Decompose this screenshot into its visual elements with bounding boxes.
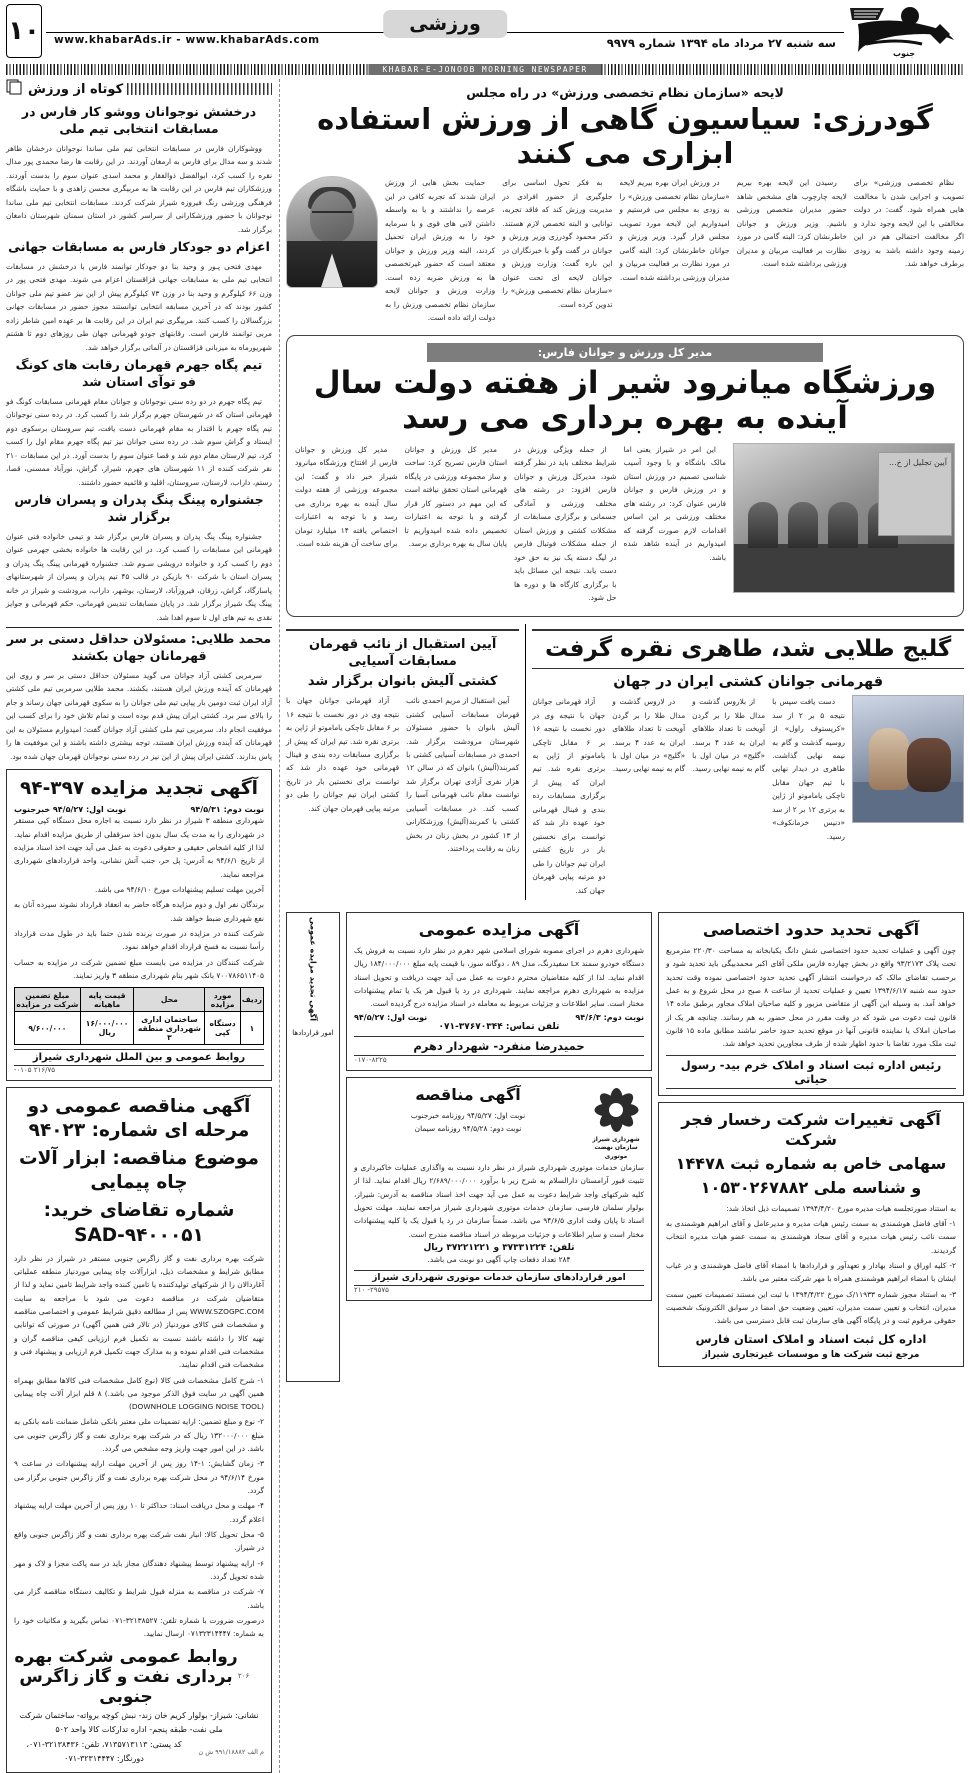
- article-column: [772, 695, 845, 900]
- paragraph: شهرداری منطقه ۳ شیراز در نظر دارد نسبت به اجاره محل دستگاه کپی مستقر در شهرداری را به مدت یک سال بدون اخذ سرقفلی از طریق مزایده اقدام نماید. لذا از کلیه اشخاص حقیقی و حقوقی دعوت به عمل می آید جهت اخذ اسناد مزایده از تاریخ ۹۴/۶/۱ به آدرس: پل حر، جنب آتش نشانی، واحد قراردادهای شهرداری مراجعه نمایند.: [14, 816, 264, 879]
- ad-title: آگهی مزایده عمومی: [418, 920, 580, 940]
- sidebar-section-header: [6, 79, 272, 99]
- paragraph: آزاد قهرمانی جوانان جهان با نتیجه وی در دور نخست با نتیجه ۱۶ بر ۶ مقابل تاچکی یاماموتو از ژاپن به برتری نقره شد. تیم ایران که پیش از برگزاری مسابقات رده بندی و فینال قهرمانی خود عهده دار شد که توانست برای نخستین بار در تاریخ کشتی ایران تیم جوانان را طی دو مرتبه پیاپی قهرمان جهان کند.: [285, 696, 400, 813]
- tender-item: ۵- محل تحویل کالا: انبار نفت شرکت بهره برداری نفت و گاز زاگرس جنوبی واقع در شیراز.: [14, 1530, 264, 1553]
- paragraph: آزاد قهرمانی جوانان جهان با نتیجه وی در دور نخست با نتیجه ۱۶ بر ۶ مقابل تاچکی یاماموتو از ژاپن به برتری نقره شد. تیم ایران که پیش از برگزاری مسابقات رده بندی و فینال قهرمانی خود عهده دار شد که توانست برای نخستین بار در تاریخ کشتی ایران تیم جوانان را طی دو مرتبه پیاپی قهرمان جهان کند.: [532, 697, 606, 895]
- tender-reference-bottom: م الف ۹۹۱/۱۸۸۸۲ ش ن: [198, 1747, 264, 1756]
- tender-item: ۴- مهلت و محل دریافت اسناد: حداکثر تا ۱۰ روز پس از آخرین مهلت ارایه پیشنهاد اعلام گردد.: [14, 1501, 265, 1524]
- article-column: [532, 695, 605, 900]
- ad-signature: روابط عمومی و بین الملل شهرداری شیراز: [14, 1049, 264, 1066]
- paragraph: سرمربی کشتی آزاد جوانان می گوید مسئولان حداقل دستی بر سر و روی این قهرمانان که آینده ورزش ایران هستند، بکشند. محمد طلایی سرمربی تیم ملی کشتی آزاد ایران ثبت دومین بار پیاپی تیم ملی جوانان را به سکوی قهرمانی جهان رساند و جام را بالای سر برد. کشتی ایران پیش قدم بوده است و تمام تلاش خود را برای کسب این موفقیت انجام داد. سرمربی تیم ملی کشتی آزاد جوانان گفت: امیدوارم مسئولان به این قهرمانان که آینده ورزش ایران هستند، توجه بیشتری داشته باشند و این موفقیت ها را پاس بدارند. کشتی ایران پیش از این نیز در رده سنی نوجوانان قهرمان جهان شده بود.: [6, 671, 272, 761]
- ad-column-a: [658, 906, 964, 1367]
- cell-location: ساختمان اداری شهرداری منطقه ۳: [134, 1012, 205, 1045]
- newspaper-english-name: KHABAR-E-JONOOB MORNING NEWSPAPER: [368, 64, 601, 75]
- paragraph: شرکت بهره برداری نفت و گاز زاگرس جنوبی مستقر در شیراز در نظر دارد مطابق شرایط و مشخصات ذیل، ابزارآلات چاه پیمایی موردنیاز منطقه عملیاتی آغاردالان را از شرکتهای تولیدکننده یا تامین کننده واجد شرایط تامین نماید و لذا از متقاضیان شرکت در مناقصه دعوت می شود با مراجعه به سایت WWW.SZOGPC.COM پس از مطالعه دقیق شرایط عمومی و اختصاصی مناقصه و مشخصات فنی کالای موردنیاز (در تالار فنی همین آگهی) در صورتی که توانایی تهیه کالا را داشته باشند نسبت به تکمیل فرم ارزیابی کیفی مناقصه گران و مشخصات فنی اقدام نموده و به مدارک جهت تکمیل فرم ارزیابی و پیشنهاد فنی و مشخصات فنی اقدام نمایند.: [14, 1253, 264, 1370]
- flower-emblem-icon: [590, 1084, 642, 1136]
- official-portrait-photo: [286, 176, 378, 288]
- article-column: [514, 443, 617, 608]
- divider: [532, 629, 964, 631]
- ad-auction-sliver[interactable]: [286, 912, 340, 1382]
- sidebar-section-title: کوتاه از ورزش: [28, 81, 124, 97]
- paragraph: شهرداری دهرم در اجرای مصوبه شورای اسلامی شهر دهرم در نظر دارد نسبت به فروش یک دستگاه خودرو سمند Lx سفیدرنگ، مدل ۸۹ ، دوگانه سوز، با قیمت پایه مبلغ ۱۸۴/۰۰۰/۰۰۰ ریال اقدام نماید. لذا از کلیه متقاضیان محترم دعوت به عمل می آید جهت دریافت و تحویل اسناد مزایده به شهرداری دهرم مراجعه نمایند. شهرداری در رد یا قبول هر یک یا تمام پیشنهادات مختار است. سایر اطلاعات و جزئیات مربوط به معامله در اسناد مزایده درج گردیده است.: [354, 946, 644, 1009]
- tender-reference-left: ۲۰۶: [238, 1671, 250, 1680]
- col-base-price: قیمت پایه ماهیانه: [80, 988, 134, 1012]
- photo-detail: [869, 728, 909, 790]
- tender-contact[interactable]: درصورت ضرورت با شماره تلفن: ۳۲۱۳۸۵۲۷-۰۷۱ تماس بگیرید و مکاتبات خود را به شماره: ۰۷۱۳۲۳۱۴۴۴۷ ارسال نمایید.: [14, 1616, 264, 1639]
- photo-detail: [734, 544, 954, 592]
- stacked-pages-icon: [6, 79, 24, 99]
- ad-title: آگهی تجدید مزایده ۳۹۷-۹۴: [20, 778, 258, 800]
- top-story-headline: گودرزی: سیاسیون گاهی از ورزش استفاده ابزاری می کنند: [317, 102, 933, 171]
- article-column: [286, 694, 399, 859]
- paragraph: ووشوکاران فارس در مسابقات انتخابی تیم ملی ساندا نوجوانان درخشان ظاهر شدند و سه مدال برای فارس به ارمغان آوردند. در این رقابت ها رضا محمدی پور مدال نقره را کسب کرد، ابوالفضل ذوالفقار و محمد اسدی عنوان سوم را بدست آوردند. ورزشکاران تیم فارس در این رقابت ها به مربیگری محسن زاهدی و با حمایت باشگاه فرهنگی ورزشی رنگ فیروزه شیراز شرکت کردند. مسابقات انتخابی تیم ملی ساندا نوجوانان با حضور ورزشکارانی از سراسر کشور در استان سمنان شهرستان دامغان برگزار شد.: [6, 143, 272, 234]
- photo-detail: [853, 782, 963, 822]
- tender-postal: کد پستی: ۷۱۳۵۷۱۳۱۱۳، تلفن: ۳۲۱۳۸۴۳۶-۰۷۱، دورنگار: ۳۲۳۱۴۴۴۷-۰۷۱: [26, 1739, 182, 1763]
- section-badge: ورزشی: [383, 10, 507, 38]
- paragraph: به فکر تحول اساسی برای جلوگیری از حضور افرادی در مدیریت ورزش کند که فاقد تجربه، توانایی و البته تخصص لازم هستند. دکتر محمود گودرزی وزیر ورزش و جوانان در گفت وگو با خبرنگاران در این باره گفت: وزارت ورزش و جوانان لایحه ای تحت عنوان «سازمان نظام تخصصی ورزش» را تدوین کرده است.: [502, 178, 613, 309]
- ad-tender-94023[interactable]: [6, 1087, 272, 1773]
- paragraph: ۳- به استناد مجوز شماره ۱۱۹۳۳/ک مورخ ۱۳۹۴/۴/۲۲ با ثبت این مستند تصمیمات تعیین سمت مدیران، انتخاب و تعیین سمت مدیران، تعیین وضعیت حق امضا در سوابق الکترونیک شخصیت حقوقی مرقوم ثبت و در پایگاه آگهی های سازمان ثبت قابل دسترسی می باشد.: [666, 1289, 956, 1326]
- dateline: سه شنبه ۲۷ مرداد ماه ۱۳۹۴ شماره ۹۹۷۹: [603, 36, 840, 50]
- table-row: [15, 1012, 264, 1045]
- masthead: [6, 4, 964, 62]
- logo-calligraphy-icon: [844, 4, 964, 62]
- wrestling-photo: [852, 695, 964, 823]
- ad-signature: حمیدرضا منفرد- شهردار دهرم: [354, 1036, 644, 1056]
- page-body: [6, 79, 964, 1773]
- ad-body: [666, 1202, 956, 1328]
- photo-detail: [788, 502, 818, 548]
- ad-date-second: نوبت دوم: ۹۴/۶/۳: [575, 1012, 644, 1022]
- paragraph: تیم پگاه جهرم در دو رده سنی نوجوانان و جوانان مقام قهرمانی مسابقات کونگ فو قهرمانی استان که در شهرستان جهرم برگزار شد را کسب کرد. در رده سنی نوجوانان تیم پگاه جهرم با اقتدار به مقام قهرمانی دست یافت، تیم سروستان برسکوی دوم ایستاد و گراش سوم شد. در رده سنی جوانان نیز تیم پگاه جهرم مقام اول را کسب کرد، تیم لارستان مقام دوم شد و قصا عنوان سوم را بدست آورد. در این مسابقات ۲۱۰ نفر شرکت کننده از ۱۱ شهرستان های جهرم، شیراز، گراش، نورآباد ممسنی، قصا، رستم، داراب، لارستان، سروستان، اقلید و قائمیه حضور داشتند.: [6, 396, 272, 487]
- sidebar-item-body: [6, 530, 272, 624]
- alish-headline-line1: آیین استقبال از نائب قهرمان مسابقات آسیایی: [308, 636, 497, 670]
- sidebar-item-title: اعزام دو جودکار فارس به مسابقات جهانی: [8, 239, 270, 255]
- second-story-tag: مدیر کل ورزش و جوانان فارس:: [427, 343, 823, 362]
- alish-headline-line2: کشتی آلیش بانوان برگزار شد: [307, 673, 498, 689]
- paragraph: حمایت بخش هایی از ورزش ایران شدند که تجربه کافی در این عرصه را نداشتند و یا به واسطه داشتن لابی های قوی و با سرمایه خود را به ورزش ایران تحمیل کردند، البته وزیر ورزش و جوانان معتقد است که حضور غیرتخصصی ها به ورزش ضربه زده است. وزارت ورزش و جوانان لایحه سازمان نظام تخصصی ورزش را به دولت ارائه داده است.: [384, 178, 496, 323]
- ad-reference: ۲۹۵۷۵- ۲۱۰: [354, 1286, 389, 1295]
- ad-title-line2: سهامی خاص به شماره ثبت ۱۴۴۷۸: [675, 1153, 947, 1173]
- ad-title: آگهی تحدید حدود اختصاصی: [702, 920, 920, 940]
- sidebar-item-2[interactable]: [6, 357, 272, 489]
- top-story-columns: [286, 176, 964, 327]
- tender-item: ۲- نوع و مبلغ تضمین: ارایه تضمینات ملی معتبر بانکی شامل ضمانت نامه بانکی به مبلغ ۱۳۲۰۰۰/۰۰۰ ریال که در شرکت بهره برداری نفت و گاز زاگرس جنوبی می باشد. در این امور جهت واریز وجه مشخص می گردد.: [14, 1417, 265, 1454]
- barcode-strip: [6, 64, 964, 75]
- hatch-decor: [127, 83, 272, 95]
- website-urls[interactable]: www.khabarAds.ir - www.khabarAds.com: [50, 34, 324, 46]
- paragraph: مهدی فتحی پـور و وحید بنا دو جودکار توانمند فارس با درخشش در مسابقات انتخابی تیم ملی به مسابقات جهانی قزاقستان اعزام می شوند. مهدی فتحی پور در وزن ۶۶ کیلوگرم و وحید بنا در وزن ۷۳ کیلوگرم پیش از این نیز عضو تیم ملی جوانان کشور بودند که در آخرین مسابقه انتخابی توانستند مجوز حضور در مسابقات جهانی بزرگسالان را کسب کنند. مربیگری تیم ایران در این رقابت ها بر عهده امین شاطر زاده مربی توانمند فارس است. رقابتهای جودو قهرمانی جهان طی روزهای دوم تا هشتم شهریورماه به میزبانی قزاقستان در آلماتی برگزار خواهد شد.: [6, 261, 272, 352]
- table-header-row: [15, 988, 264, 1012]
- bullet: شرکت کننده در مزایده در صورت برنده شدن حتما باید در طول مدت قرارداد رأسا نسبت به فسخ قرارداد اقدام خواهد نمود.: [14, 928, 264, 952]
- tender-title-line3: شماره تقاضای خرید: ۹۴۰۰۰۵۱-SAD: [43, 1200, 235, 1246]
- ad-date-first: نوبت اول: ۹۴/۵/۲۷ خبرجنوب: [14, 805, 127, 815]
- paragraph: مدیر کل ورزش و جوانان استان فارس تصریح کرد: ساخت و ساز مجموعه ورزشی در پایگاه قهرمانی استان تحقق نیافته است که این مهم در دستور کار قرار گرفته و با توجه به اعتبارات تخصیص داده شده امیدواریم تا پایان سال به بهره برداری برسد.: [404, 444, 507, 549]
- logo-caption-1: شهرداری شیراز: [592, 1135, 640, 1143]
- sidebar-item-0[interactable]: [6, 104, 272, 236]
- ad-column-c: [286, 906, 340, 1382]
- article-column: [295, 443, 398, 608]
- ad-dates: [354, 1013, 644, 1022]
- bullet: برندگان نفر اول و دوم مزایده هرگاه حاضر به انعقاد قرارداد نشوند سپرده آنان به نفع شهرداری ضبط خواهد شد.: [14, 900, 264, 923]
- tender-address: نشانی: شیراز- بولوار کریم خان زند- نبش کوچه برواته- ساختمان شرکت ملی نفت- طبقه پنجم- اداره تدارکات کالا واحد ۵۰۲: [19, 1710, 259, 1735]
- ad-body: [666, 944, 956, 1051]
- main-content: [286, 79, 964, 1773]
- auction-table: [14, 987, 264, 1045]
- cell-auction-item: دستگاه کپی: [205, 1012, 240, 1045]
- article-column: [612, 695, 685, 900]
- ad-signature: امور قراردادها: [292, 1029, 334, 1038]
- col-deposit: مبلغ تضمین شرکت در مزایده: [15, 988, 81, 1012]
- article-column: [854, 176, 964, 327]
- article-column: [385, 176, 495, 327]
- cell-row-number: ۱: [240, 1012, 263, 1045]
- article-alish: [286, 624, 519, 901]
- bullet: شرکت کنندگان در مزایده می بایست مبلغ تضمین شرکت در مزایده به حساب ۷۰۰۷۸۶۵۱۱۴۰۵ بانک شهر بنام شهرداری منطقه ۳ واریز نمایند.: [14, 957, 264, 980]
- paragraph: در ورزش ایران بهره بیریم لایحه «سازمان نظام تخصصی ورزش» را به زودی به مجلس می فرستیم و امیدواریم این لایحه مورد تصویب مجلس قرار گیرد. وزیر ورزش و جوانان خاطرنشان کرد: البته گامی در مورد نظارت بر فعالیت مربیان و مدیران ورزشی برداشته شده است.: [619, 178, 730, 282]
- col-row-number: ردیف: [240, 988, 263, 1012]
- article-column: [405, 443, 508, 608]
- sidebar-item-body: [6, 669, 272, 763]
- ad-auction-renewal-397[interactable]: [6, 769, 272, 1081]
- classified-ads-area: [286, 906, 964, 1382]
- photo-banner-text: آیین تجلیل از خ...: [878, 452, 952, 536]
- shiraz-municipality-logo: [588, 1084, 644, 1161]
- photo-detail: [828, 502, 858, 548]
- tender-item: ۶- ارایه پیشنهاد توسط پیشنهاد دهندگان مجاز باید در سه پاکت مجزا و لاک و مهر شده تحویل گردد.: [14, 1558, 264, 1582]
- wrestling-columns: [532, 695, 964, 900]
- ad-title: آگهی مناقصه: [415, 1084, 521, 1104]
- ad-title: آگهی تجدید مزایده عمومی: [308, 917, 318, 1022]
- ad-date-2: نوبت دوم: ۹۴/۵/۲۸ روزنامه سیمان: [414, 1124, 522, 1134]
- third-row: [286, 624, 964, 901]
- wrestling-subheadline: قهرمانی جوانان کشتی ایران در جهان: [613, 674, 884, 691]
- photo-detail: [907, 738, 951, 792]
- alish-columns: [286, 694, 519, 859]
- svg-text:جنوب: جنوب: [892, 49, 916, 58]
- paragraph: ۱- آقای فاضل هوشمندی به سمت رئیس هیات مدیره و مدیرعامل و آقای ابراهیم هوشمندی به سمت نائب رئیس هیات مدیره و آقای سجاد هوشمندی به سمت عضو هیات مدیره انتخاب گردیدند.: [666, 1219, 956, 1255]
- cell-base-price: ۱۶/۰۰۰/۰۰۰ ریال: [80, 1012, 134, 1045]
- col-auction-item: مورد مزایده: [205, 988, 240, 1012]
- ad-note: ۲۸۴ تعداد دفعات چاپ آگهی دو نوبت می باشد.: [427, 1254, 571, 1264]
- paragraph: رسیدن این لایحه بهره بیریم لایحه چارچوب های مشخص شاهد حضور مدیران متخصص ورزشی باشیم. وزیر ورزش و جوانان خاطرنشان کرد: البته گامی در مورد نظارت بر فعالیت مربیان و مدیران ورزشی برداشته شده است.: [736, 178, 847, 269]
- paragraph: سازمان خدمات موتوری شهرداری شیراز در نظر دارد نسبت به واگذاری عملیات خاکبرداری و تثبیت قبور آرامستان دارالسلام به شرح زیر با برآورد ۲/۶۸۹/۰۰۰/۰۰۰ ریال اقدام نماید. لذا از کلیه شرکتهای واجد شرایط دعوت به عمل می آید جهت اخذ اسناد مناقصه به آدرس: شیراز، بولوار سلمان فارسی، سازمان خدمات موتوری شهرداری شیراز مراجعه نمایند. مهلت تحویل اسناد تا پایان وقت اداری ۹۴/۶/۵ می باشد. ضمناً سازمان در رد یا قبول یک یا کلیه پیشنهادات مختار است و سایر اطلاعات و جزئیات مربوطه در اسناد مناقصه مندرج است.: [354, 1162, 644, 1239]
- divider: [532, 668, 964, 669]
- ad-phone[interactable]: تلفن تماس: ۳۷۶۷۰۳۴۴-۰۷۱: [438, 1021, 560, 1032]
- sidebar-item-1[interactable]: [6, 239, 272, 354]
- paragraph: ۲- کلیه اوراق و اسناد بهادار و تعهدآور و قراردادها با امضاء آقای فاضل هوشمندی و در غیاب ایشان با امضاء ابراهیم هوشمندی همراه با مهر شرکت معتبر می باشد.: [666, 1261, 956, 1284]
- paragraph: نظام تخصصی ورزشی» برای تصویب و اجرایی شدن با مخالفت هایی همراه شود. گفت: در دولت مخالفتی با این لایحه وجود ندارد و اگر مخالفت احتمالی هم در این زمینه وجود داشته باشد به زودی برطرف خواهد شد.: [853, 178, 964, 269]
- tender-corporate-name: روابط عمومی شرکت بهره برداری نفت و گاز زاگرس جنوبی: [14, 1646, 238, 1707]
- ad-title-line1: آگهی تغییرات شرکت رخسار فجر شرکت: [681, 1109, 941, 1149]
- ad-signature: امور قراردادهای سازمان خدمات موتوری شهرداری شیراز: [354, 1270, 644, 1286]
- cell-deposit: ۹/۶۰۰/۰۰۰: [15, 1012, 81, 1045]
- tender-title-line1: آگهی مناقصه عمومی دو مرحله ای شماره: ۹۴۰۲۳: [27, 1096, 251, 1142]
- meeting-photo: [733, 443, 955, 593]
- ad-body: [354, 944, 644, 1011]
- article-column: [624, 443, 727, 608]
- article-column: [619, 176, 729, 327]
- ad-signature-2: مرجع ثبت شرکت ها و موسسات غیرتجاری شیراز: [702, 1349, 920, 1360]
- ad-date-second: نوبت دوم: ۹۴/۵/۳۱: [190, 805, 264, 815]
- tender-item: ۳- زمان گشایش: ۱-۱۴ روز پس از آخرین مهلت ارایه پیشنهادات در ساعت ۹ مورخ ۹۴/۶/۱۴ در محل شرکت بهره برداری نفت و گاز زاگرس جنوبی برگزار می گردد.: [14, 1459, 264, 1496]
- paragraph: چون آگهی و عملیات تحدید حدود اختصاصی شش دانگ یکبابخانه به مساحت ۲۲۰/۳۰ مترمربع تحت پلاک ۹۳/۲۱۷۳ واقع در بخش چهارده فارس ملکی آقای اکبر محمدبیگی باید تحدید شود و برحسب تقاضای مالک که درخواست انتشار آگهی تحدید حدود اختصاصی نموده وقت تحدید حدود سه شنبه ۱۳۹۴/۶/۱۷ تعیین و عملیات تحدید از ساعت ۸ صبح در محل شروع و به عمل خواهد آمد. به وسیله این آگهی از متقاضی مزبور و کلیه صاحبان املاک مجاور برطبق ماده ۱۴ قانون ثبت دعوت می شود که در وقت مقرر در محل حضور به هم رسانند. چنانچه هر یک از صاحبان املاک یا نماینده قانونی آنها در موقع تحدید حدود حاضر نباشند مطابق ماده ۱۵ قانون ثبت ملک مورد تقاضا با حدود اظهار شده از طرف مجاورین تحدید خواهد شد.: [666, 946, 957, 1049]
- ad-dates: [14, 805, 264, 814]
- sidebar-item-body: [6, 395, 272, 489]
- paragraph: دست یافت سپس با نتیجه ۵ بر ۲ از سد «کریستوف راول» از روسیه گذشت و گام به نیمه نهایی گذاشت. طاهری در دیدار نهایی با تیم جهان مقابل تاچکی یاماموتو از ژاپن به برتری ۱۲ بر ۲ از سد «دنیس خرمانکوف» رسید.: [772, 697, 845, 841]
- ad-date-first: نوبت اول: ۹۴/۵/۲۷: [354, 1012, 428, 1022]
- tender-body: [14, 1252, 264, 1641]
- page-number: ۱۰: [6, 4, 42, 58]
- article-wrestling: [532, 624, 964, 901]
- article-column: [692, 695, 765, 900]
- article-second-story: [286, 335, 964, 617]
- sidebar-item-title: درخشش نوجوانان ووشو کار فارس در مسابقات انتخابی تیم ملی: [21, 104, 257, 136]
- ad-reference: ۲۱۶/۷۵ ۰۱۰۵-: [14, 1066, 55, 1075]
- paragraph: این امر در شیراز یعنی اما مالک باشگاه و با وجود آسیب شناسی تصمیم در ورزش استان و در ورزش فارس و جوانان فارس عنوان کرد: در رشته های مختلف ورزشی بر این اساس اقدامات لازم صورت گرفته که امیدواریم در آینده شاهد شده باشد.: [623, 444, 726, 562]
- article-column: [737, 176, 847, 327]
- tender-item: ۷- شرکت در مناقصه به منزله قبول شرایط و تکالیف دستگاه مناقصه گزار می باشد.: [14, 1587, 264, 1610]
- paragraph: به استناد صورتجلسه هیات مدیره مورخ ۱۳۹۴/۴/۲۰ تصمیمات ذیل اتخاذ شد:: [726, 1203, 956, 1213]
- divider: [286, 629, 519, 631]
- ad-tahdid-hodood[interactable]: [658, 912, 964, 1096]
- sidebar-item-title: جشنواره پینگ پنگ پدران و پسران فارس برگزار شد: [14, 492, 264, 525]
- article-top-story: [286, 85, 964, 328]
- bullet: آخرین مهلت تسلیم پیشنهادات مورخ ۹۴/۶/۱۰ می باشد.: [94, 884, 264, 894]
- article-column: [406, 694, 519, 859]
- article-column: [502, 176, 612, 327]
- photo-detail: [312, 211, 352, 219]
- second-story-columns: [295, 443, 955, 608]
- ad-signature: اداره کل ثبت اسناد و املاک استان فارس: [695, 1331, 927, 1346]
- logo-caption-2: سازمان نهضت موتوری: [594, 1144, 638, 1160]
- paragraph: جشنواره پینگ پنگ پدران و پسران فارس برگزار شد و تیمی خانواده فنی عنوان قهرمانی این مسابقات را کسب کرد. در این رقابت ها خانواده بخشی جهرمی عنوان دوم را کسب کرد و خانواده درویشی سـوم شد. جشنواره قهرمانی پینگ پنگ پدران و پسران استان با شرکت ۹۰ بازیکن در قالب ۴۵ تیم پدران و پسران از شهرستانهای پاسارگاد، گراش، زرقان، فیروزآباد، لارستان، بوشهر، داراب، مرودشت و شیراز در خانه پینگ پنگ شیراز برگزار شد. در پایان مسابقات تندیس قهرمانی، حکم قهرمانی و جوایز نقدی به تیم های اول تا سوم اهدا شد.: [6, 531, 272, 622]
- ad-phone[interactable]: تلفن: ۳۷۳۳۱۲۲۴ و ۳۷۲۲۱۲۲۱ ریال: [423, 1242, 575, 1253]
- tender-title-line2: موضوع مناقصه: ابزار آلات چاه پیمایی: [19, 1148, 259, 1194]
- sidebar-item-title: تیم پگاه جهرم قهرمان رقابت های کونگ فو توآی استان شد: [15, 357, 263, 390]
- top-story-kicker: لایحه «سازمان نظام تخصصی ورزش» در راه مجلس: [466, 85, 784, 100]
- paragraph: از بلاروس گذشت و مدال طلا را بر گردن آویخت تا تعداد طلاهای ایران به عدد ۴ برسد. «گلیج» در میان اول با گام به نیمه نهایی رسید.: [692, 697, 766, 774]
- newspaper-logo[interactable]: [844, 4, 964, 62]
- paragraph: آیین استقبال از مریم احمدی نائب قهرمان مسابقات آسیایی کشتی آلیش بانوان با حضور مسئولان شهرستان مرودشت برگزار شد. احمدی در مسابقات آسیایی کشتی با کمربند(آلیش) بانوان که در سالن ۱۲ هزار نفری آزادی تهران برگزار شد توانست مقام نائب قهرمانی آسیا را کسب کند. در مسابقات آسیایی کشتی با کمربند(آلیش) ورزشکارانی از ۱۳ کشور در بخش زنان در بخش زنان به رقابت پرداختند.: [406, 696, 520, 854]
- ad-tender-motori[interactable]: [346, 1077, 652, 1301]
- paragraph: در لاروس گذشت و مدال طلا را بر گردن آویخت تا تعداد طلاهای ایران به عدد ۴ برسد. «گلیج» در میان اول با گام به نیمه نهایی رسید.: [612, 697, 686, 774]
- column-divider: [525, 624, 526, 901]
- paragraph: مدیر کل ورزش و جوانان فارس از افتتاح ورزشگاه میانرود شیراز خبر داد و گفت: این مجموعه ورزشی از هفته دولت سال آینده به بهره برداری می رسد و با توجه به اعتبارات اختصاص یافته ۱۴ میلیارد تومان برای ساخت آن هزینه شده است.: [295, 444, 398, 549]
- ad-public-auction-dehram[interactable]: [346, 912, 652, 1071]
- col-location: محل: [134, 988, 205, 1012]
- wrestling-headline: گلیج طلایی شد، طاهری نقره گرفت: [545, 635, 952, 662]
- tender-item: ۱- شرح کامل مشخصات فنی کالا (نوع کامل مشخصات فنی کالاها مطابق بهمراه همین آگهی در سایت فوق الذکر موجود می باشد.) ۸ قلم ابزار آلات چاه پیمایی (DOWNHOLE LOGGING NOISE TOOL): [14, 1375, 264, 1412]
- photo-detail: [748, 502, 778, 548]
- ad-date-1: نوبت اول: ۹۴/۵/۲۷ روزنامه خبرجنوب: [410, 1110, 526, 1120]
- masthead-center: [46, 4, 844, 62]
- sidebar-short-sports: [6, 79, 280, 1773]
- ad-company-changes[interactable]: [658, 1102, 964, 1367]
- ad-signature: رئیس اداره ثبت اسناد و املاک خرم بید- رسول حیاتی: [666, 1055, 956, 1089]
- ad-column-b: [346, 906, 652, 1301]
- ad-body: [354, 1161, 644, 1241]
- sidebar-item-body: [6, 260, 272, 354]
- paragraph: از جمله ویژگی ورزش در شرایط مختلف باید در نظر گرفته شود، مدیرکل ورزش و جوانان فارس افزود: در رشته های مختلف ورزشی و آمادگی جسمانی و برگزاری مسابقات از مشکلات کشتی و ورزش استان از جمله مشکلات فوتبال فارس در لیگ دسته یک نیز به حق خود دست یابد. نتیجه این مسائل باید با برگزاری کارگاه ها و دوره ها حل شود.: [514, 444, 617, 603]
- sidebar-item-title: محمد طلایی: مسئولان حداقل دستی بر سر قهرمانان جهان بکشند: [6, 627, 272, 665]
- second-story-headline: ورزشگاه میانرود شیر از هفته دولت سال آینده به بهره برداری می رسد: [313, 364, 937, 437]
- ad-title-line3: و شناسه ملی ۱۰۵۳۰۲۶۷۸۸۲: [700, 1177, 922, 1197]
- ad-reference: ۰۱۷۰-۸۲۲۵: [354, 1055, 387, 1064]
- sidebar-item-body: [6, 142, 272, 236]
- ad-body: [14, 814, 264, 982]
- sidebar-item-4[interactable]: [6, 627, 272, 763]
- sidebar-item-3[interactable]: [6, 492, 272, 624]
